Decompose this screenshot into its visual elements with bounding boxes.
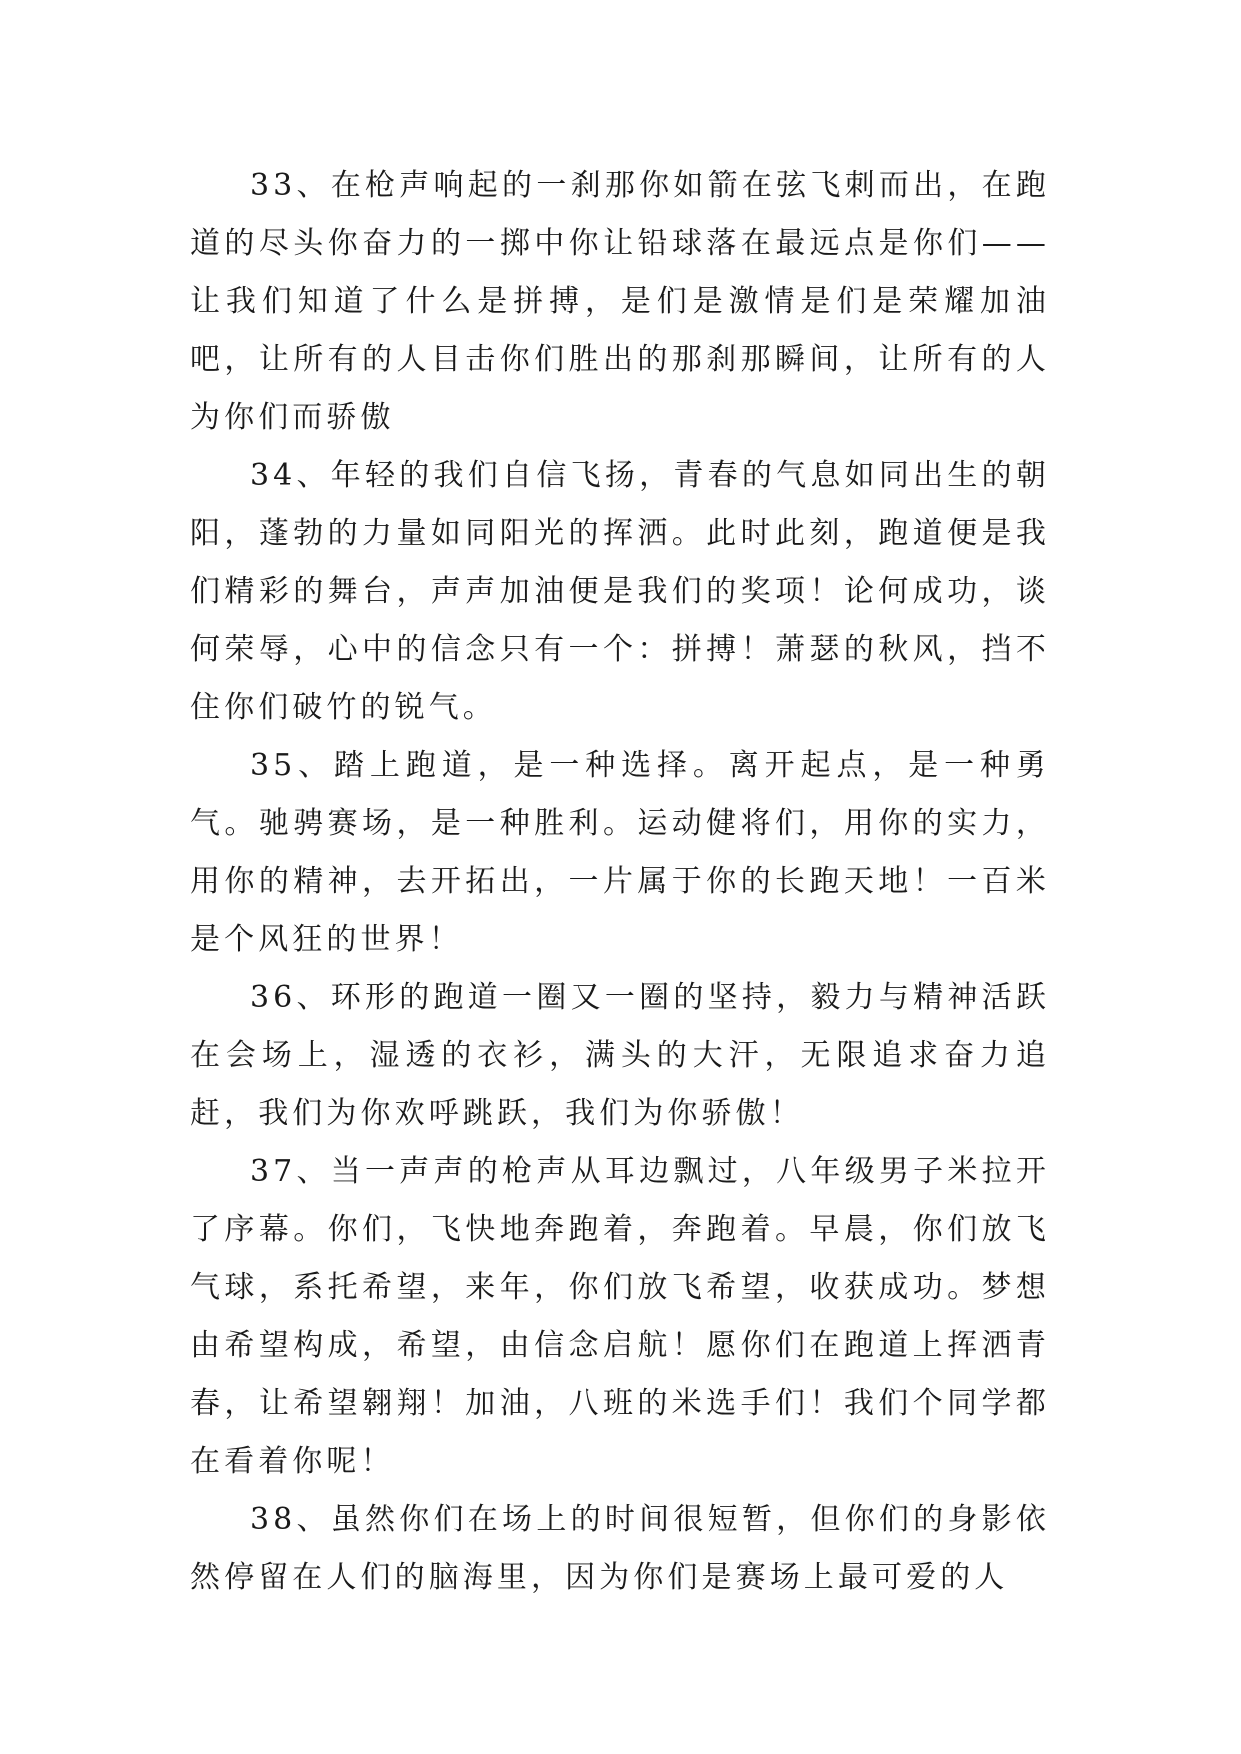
paragraph-37: 37、当一声声的枪声从耳边飘过，八年级男子米拉开了序幕。你们，飞快地奔跑着，奔跑着。早晨，你们放飞气球，系托希望，来年，你们放飞希望，收获成功。梦想由希望构成，希望，由信念启航！愿你们在跑道上挥洒青春，让希望翱翔！加油，八班的米选手们！我们个同学都在看着你呢！ bbox=[190, 1154, 1050, 1479]
paragraph-38: 38、虽然你们在场上的时间很短暂，但你们的身影依然停留在人们的脑海里，因为你们是赛场上最可爱的人 bbox=[190, 1502, 1050, 1595]
paragraph-33: 33、在枪声响起的一刹那你如箭在弦飞刺而出，在跑道的尽头你奋力的一掷中你让铅球落在最远点是你们——让我们知道了什么是拼搏，是们是激情是们是荣耀加油吧，让所有的人目击你们胜出的那刹那瞬间，让所有的人为你们而骄傲 bbox=[190, 168, 1050, 435]
paragraph-36: 36、环形的跑道一圈又一圈的坚持，毅力与精神活跃在会场上，湿透的衣衫，满头的大汗，无限追求奋力追赶，我们为你欢呼跳跃，我们为你骄傲！ bbox=[190, 980, 1050, 1131]
paragraph-34: 34、年轻的我们自信飞扬，青春的气息如同出生的朝阳，蓬勃的力量如同阳光的挥洒。此时此刻，跑道便是我们精彩的舞台，声声加油便是我们的奖项！论何成功，谈何荣辱，心中的信念只有一个：拼搏！萧瑟的秋风，挡不住你们破竹的锐气。 bbox=[190, 458, 1050, 725]
paragraph-35: 35、踏上跑道，是一种选择。离开起点，是一种勇气。驰骋赛场，是一种胜利。运动健将们，用你的实力，用你的精神，去开拓出，一片属于你的长跑天地！一百米是个风狂的世界！ bbox=[190, 748, 1050, 957]
document-body bbox=[190, 157, 1050, 1607]
